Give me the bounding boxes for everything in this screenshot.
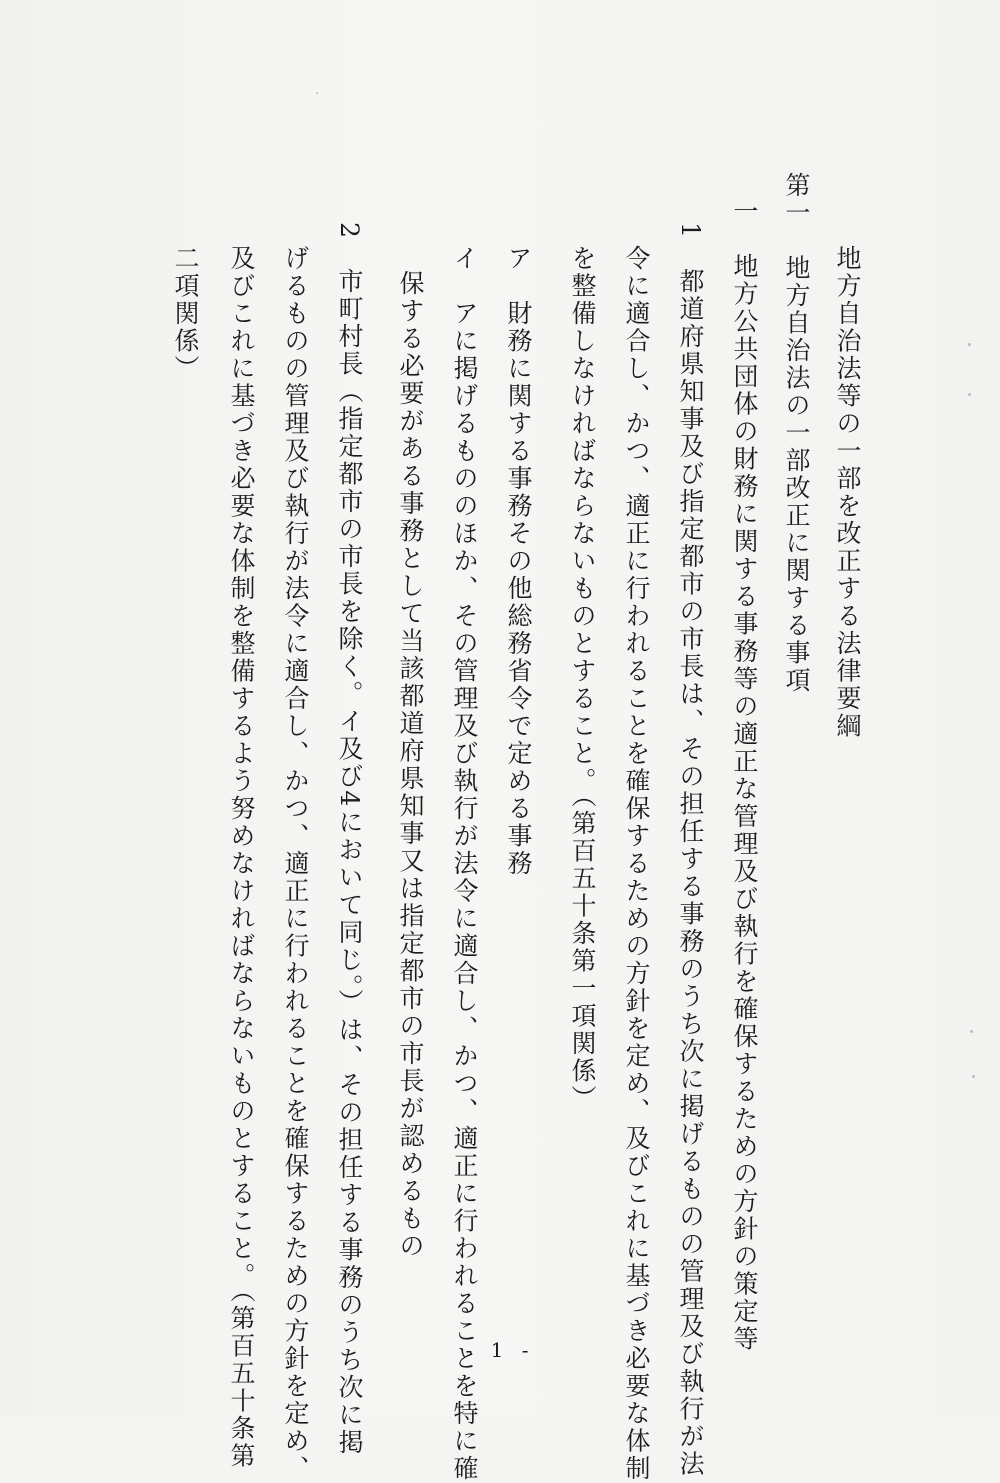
scan-speck — [970, 1030, 973, 1033]
section-heading: 一 地方公共団体の財務に関する事務等の適正な管理及び執行を確保するための方針の策定等 — [730, 198, 759, 1353]
sub-item-a: ア 財務に関する事務その他総務省令で定める事務 — [504, 245, 533, 878]
document-title: 地方自治法等の一部を改正する法律要綱 — [833, 245, 862, 740]
part-heading: 第一 地方自治法の一部改正に関する事項 — [782, 172, 811, 695]
item-2-line-1: 2 市町村長（指定都市の市長を除く。イ及び4において同じ。）は、その担任する事務のうち次に掲 — [335, 222, 364, 1457]
item-1-line-1: 1 都道府県知事及び指定都市の市長は、その担任する事務のうち次に掲げるものの管理及び執行が法 — [676, 222, 705, 1478]
scan-speck — [972, 1075, 975, 1078]
item-1-line-3: を整備しなければならないものとすること。（第百五十条第一項関係） — [568, 245, 597, 1113]
scan-speck — [968, 343, 971, 346]
page-number: - 1 - — [465, 1338, 535, 1362]
item-2-line-2: げるものの管理及び執行が法令に適合し、かつ、適正に行われることを確保するための方針を定め、 — [281, 245, 310, 1483]
item-2-line-3: 及びこれに基づき必要な体制を整備するよう努めなければならないものとすること。（第百五十条第 — [227, 245, 256, 1470]
scan-speck — [968, 393, 971, 396]
item-2-line-4: 二項関係） — [171, 245, 200, 383]
item-1-line-2: 令に適合し、かつ、適正に行われることを確保するための方針を定め、及びこれに基づき必要な体制 — [622, 245, 651, 1483]
sub-item-i-line-2: 保する必要がある事務として当該都道府県知事又は指定都市の市長が認めるもの — [396, 270, 425, 1260]
sub-item-i-line-1: イ アに掲げるもののほか、その管理及び執行が法令に適合し、かつ、適正に行われることを特に確 — [450, 245, 479, 1483]
scan-speck — [316, 92, 318, 94]
